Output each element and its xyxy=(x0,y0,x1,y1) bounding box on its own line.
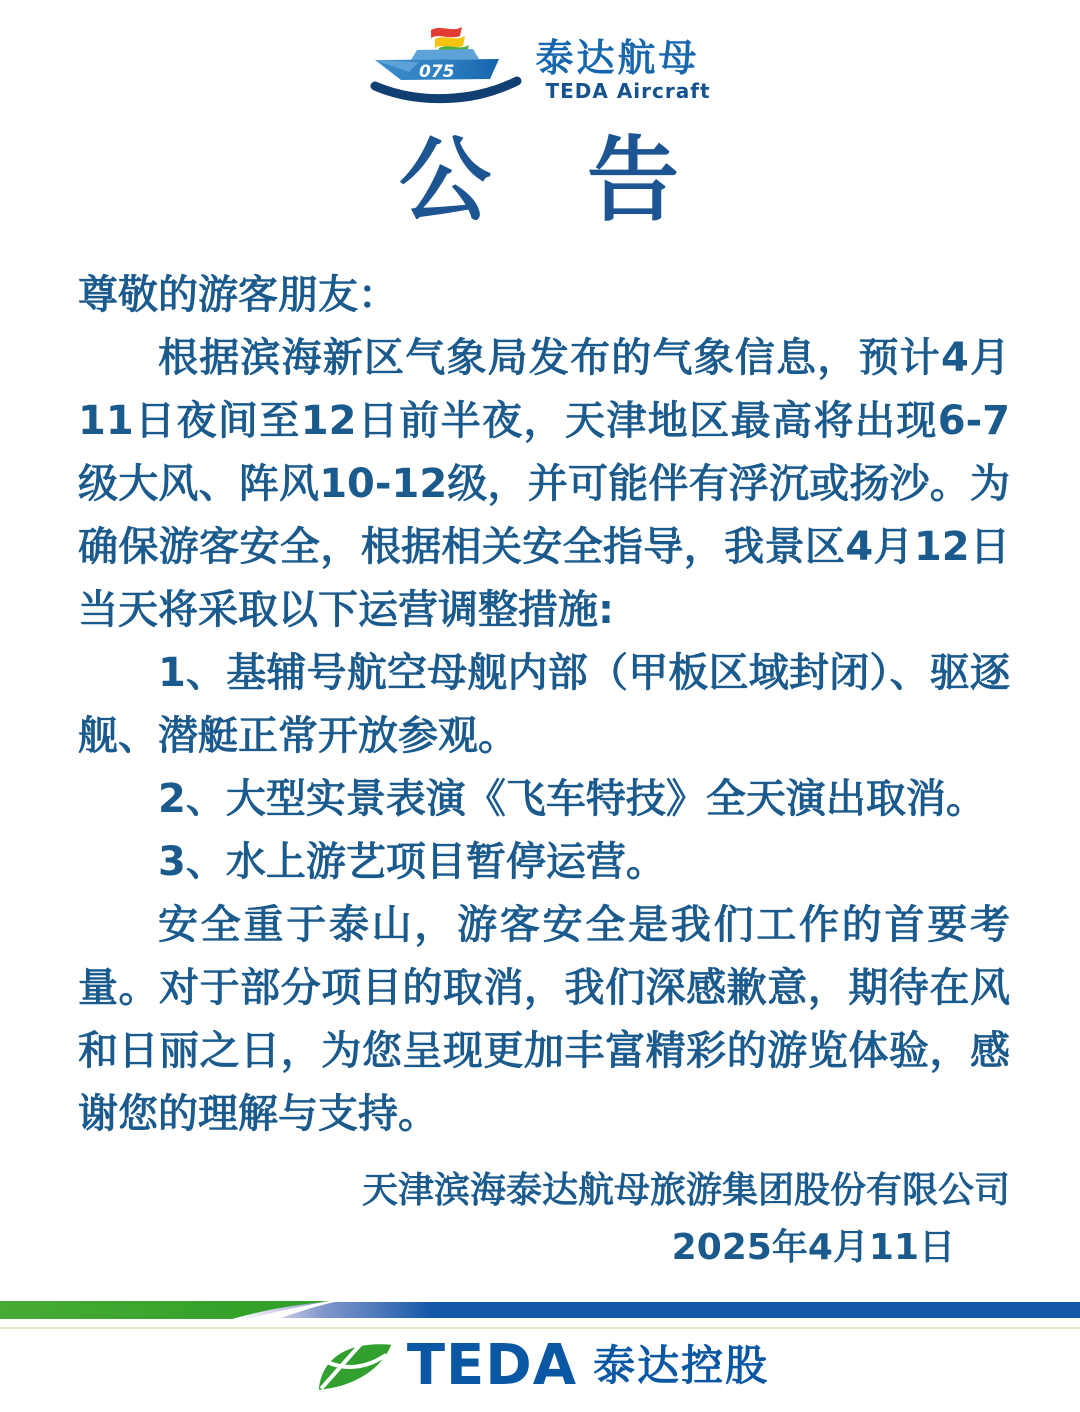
footer-band xyxy=(0,1298,1080,1322)
signature-company: 天津滨海泰达航母旅游集团股份有限公司 xyxy=(361,1170,1010,1211)
salutation: 尊敬的游客朋友： xyxy=(78,272,398,318)
teda-fan-icon xyxy=(311,1336,399,1396)
brand-name-en: TEDA Aircraft xyxy=(545,79,711,103)
signature-date: 2025年4月11日 xyxy=(671,1227,955,1268)
band-blue-bar xyxy=(235,1302,1080,1318)
flag-red-icon xyxy=(431,27,462,38)
notice-item-2: 2、大型实景表演《飞车特技》全天演出取消。 xyxy=(158,776,986,822)
ship-superstructure xyxy=(411,49,479,60)
notice-item-1: 1、基辅号航空母舰内部（甲板区域封闭）、驱逐舰、潜艇正常开放参观。 xyxy=(78,650,1010,759)
notice-item-3: 3、水上游艺项目暂停运营。 xyxy=(158,839,666,885)
brand-name-cn: 泰达航母 xyxy=(535,36,700,80)
footer-logo xyxy=(0,1333,1080,1398)
header-logo xyxy=(0,22,1080,114)
footer-brand-en: TEDA xyxy=(406,1333,578,1398)
notice-body xyxy=(0,264,1080,1146)
ship-number: 075 xyxy=(419,62,455,82)
paragraph-weather: 根据滨海新区气象局发布的气象信息，预计4月11日夜间至12日前半夜，天津地区最高将出现6-7级大风、阵风10-12级，并可能伴有浮沉或扬沙。为确保游客安全，根据相关安全指导，我景区4月12日当天将采取以下运营调整措施: xyxy=(78,335,1010,633)
footer-band-underline xyxy=(0,1327,1080,1329)
signature-block xyxy=(0,1162,1080,1276)
flag-yellow-icon xyxy=(435,36,465,48)
page-title: 公 告 xyxy=(398,127,681,234)
header-logo-text xyxy=(535,37,710,103)
swoosh-stroke-2 xyxy=(375,81,517,99)
footer-brand-cn: 泰达控股 xyxy=(593,1341,770,1390)
aircraft-carrier-ship-icon xyxy=(369,22,529,114)
paragraph-apology: 安全重于泰山，游客安全是我们工作的首要考量。对于部分项目的取消，我们深感歉意，期待在风和日丽之日，为您呈现更加丰富精彩的游览体验，感谢您的理解与支持。 xyxy=(78,902,1010,1137)
